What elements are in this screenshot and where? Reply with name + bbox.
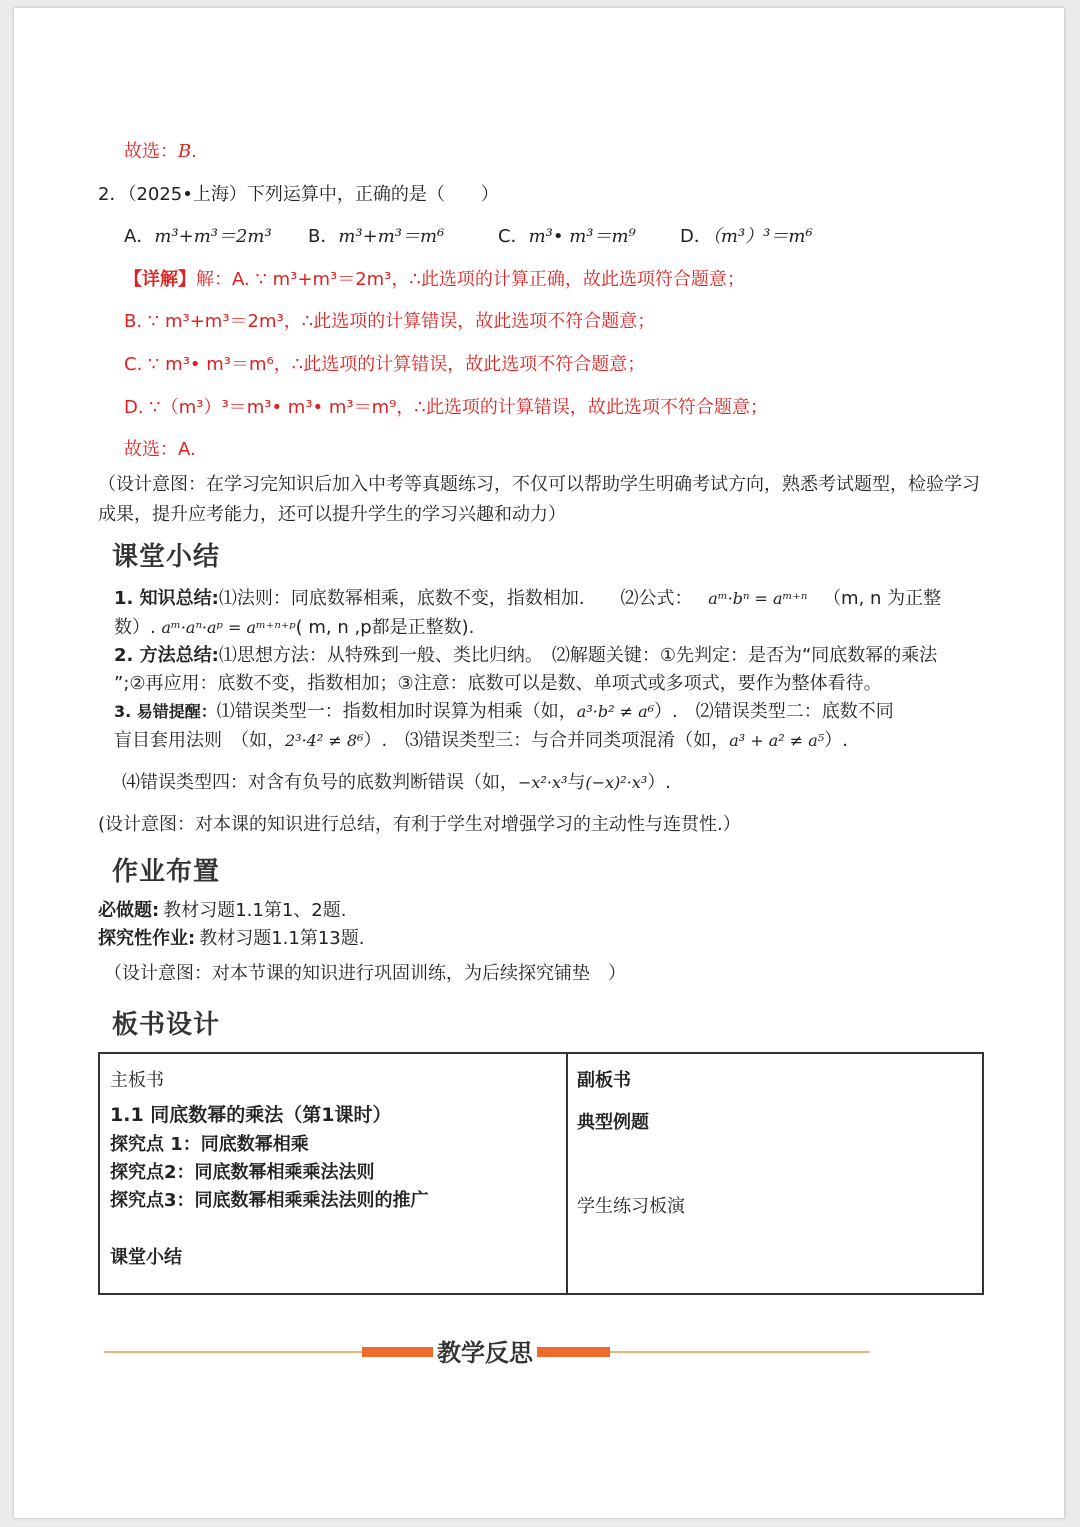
q2-explain-line-1 xyxy=(124,268,745,292)
sub-board-practice: 学生练习板演 xyxy=(577,1196,685,1217)
error-formula-3: a³ + a² ≠ a⁵ xyxy=(729,731,825,750)
main-board-point-1: 探究点 1：同底数幂相乘 xyxy=(110,1134,309,1155)
error-line-2 xyxy=(114,729,848,753)
error-line-3 xyxy=(122,771,671,795)
error-text-5: ）. xyxy=(824,730,848,751)
q2-option-b xyxy=(308,225,444,249)
option-b-expr: m³+m³＝m⁶ xyxy=(338,226,445,247)
option-a-label: A． xyxy=(124,226,155,247)
knowledge-text-3: 数）. xyxy=(114,617,156,638)
knowledge-formula-1: aᵐ·bⁿ = aᵐ⁺ⁿ xyxy=(708,589,808,608)
main-board-summary: 课堂小结 xyxy=(110,1247,182,1268)
q2-option-a xyxy=(124,225,272,249)
required-label: 必做题: xyxy=(98,900,160,921)
sub-board-example: 典型例题 xyxy=(577,1112,649,1133)
error-text-3: 盲目套用法则 （如， xyxy=(114,730,285,751)
explore-label: 探究性作业: xyxy=(98,928,196,949)
homework-design-note: （设计意图：对本节课的知识进行巩固训练，为后续探究铺垫 ） xyxy=(104,963,626,984)
knowledge-line-2 xyxy=(114,616,474,640)
summary-section-title: 课堂小结 xyxy=(108,536,224,573)
q2-stem: 2．（2025•上海）下列运算中，正确的是（ ） xyxy=(98,184,499,205)
knowledge-label: 1. 知识总结: xyxy=(114,588,219,609)
method-line-1 xyxy=(114,644,937,668)
sub-board-header: 副板书 xyxy=(577,1070,631,1091)
knowledge-text-1: ⑴法则：同底数幂相乘，底数不变，指数相加. ⑵公式： xyxy=(218,588,693,609)
summary-design-note: (设计意图：对本课的知识进行总结，有利于学生对增强学习的主动性与连贯性.） xyxy=(98,814,741,835)
error-formula-1: a³·b² ≠ a⁶ xyxy=(576,702,655,721)
error-text-2: ）. ⑵错误类型二：底数不同 xyxy=(654,701,894,722)
board-column-divider xyxy=(566,1054,568,1293)
option-d-expr: （m³）³＝m⁶ xyxy=(711,226,813,247)
explain-tag: 【详解】 xyxy=(124,269,196,290)
error-text-8: ）. xyxy=(647,772,671,793)
board-table xyxy=(98,1052,984,1295)
error-text-1: ⑴错误类型一：指数相加时误算为相乘（如， xyxy=(216,701,577,722)
error-text-6: ⑷错误类型四：对含有负号的底数判断错误（如， xyxy=(122,772,518,793)
q2-answer: 故选：A. xyxy=(124,439,196,460)
knowledge-formula-2: aᵐ·aⁿ·aᵖ = aᵐ⁺ⁿ⁺ᵖ xyxy=(161,618,296,637)
q2-option-c xyxy=(498,225,636,249)
q2-option-d xyxy=(680,225,813,249)
q1-answer xyxy=(124,140,197,164)
error-formula-4: −x²·x³ xyxy=(518,773,568,792)
method-label: 2. 方法总结: xyxy=(114,645,219,666)
option-d-label: D． xyxy=(680,226,712,247)
explore-text: 教材习题1.1第13题. xyxy=(199,928,365,949)
knowledge-line-1 xyxy=(114,587,941,611)
option-b-label: B． xyxy=(308,226,339,247)
error-formula-2: 2³·4² ≠ 8⁶ xyxy=(285,731,364,750)
main-board-title: 1.1 同底数幂的乘法（第1课时） xyxy=(110,1104,392,1126)
error-text-7: 与 xyxy=(567,772,586,793)
method-line-2: ”;②再应用：底数不变，指数相加；③注意：底数可以是数、单项式或多项式，要作为整体看待。 xyxy=(114,673,882,694)
main-board-point-3: 探究点3：同底数幂相乘乘法法则的推广 xyxy=(110,1190,429,1211)
q1-answer-label: 故选： xyxy=(124,141,178,162)
q1-answer-value: B. xyxy=(178,141,197,162)
explain-text-1: 解：A. ∵ m³+m³＝2m³，∴此选项的计算正确，故此选项符合题意； xyxy=(196,269,745,290)
homework-explore xyxy=(98,927,364,951)
error-line-1 xyxy=(114,700,894,724)
error-text-4: ）. ⑶错误类型三：与合并同类项混淆（如， xyxy=(363,730,730,751)
knowledge-text-2: （m, n 为正整 xyxy=(823,588,942,609)
knowledge-text-4: ( m, n ,p都是正整数). xyxy=(295,617,475,638)
option-c-label: C． xyxy=(498,226,529,247)
q2-design-note: （设计意图：在学习完知识后加入中考等真题练习，不仅可以帮助学生明确考试方向，熟悉考试题型，检验学习成果，提升应考能力，还可以提升学生的学习兴趣和动力） xyxy=(98,474,980,525)
option-c-expr: m³• m³＝m⁹ xyxy=(528,226,636,247)
homework-required xyxy=(98,899,346,923)
method-text-1: ⑴思想方法：从特殊到一般、类比归纳。 ⑵解题关键：①先判定：是否为“同底数幂的乘法 xyxy=(218,645,938,666)
q2-explain-line-3: C. ∵ m³• m³＝m⁶，∴此选项的计算错误，故此选项不符合题意； xyxy=(124,354,646,375)
main-board-point-2: 探究点2：同底数幂相乘乘法法则 xyxy=(110,1162,375,1183)
required-text: 教材习题1.1第1、2题. xyxy=(163,900,347,921)
reflection-title: 教学反思 xyxy=(433,1333,537,1368)
q2-explain-line-2: B. ∵ m³+m³＝2m³，∴此选项的计算错误，故此选项不符合题意； xyxy=(124,311,656,332)
option-a-expr: m³+m³＝2m³ xyxy=(154,226,272,247)
board-section-title: 板书设计 xyxy=(108,1004,224,1041)
main-board-header: 主板书 xyxy=(110,1070,164,1091)
error-formula-5: (−x)²·x³ xyxy=(585,773,648,792)
error-label: 3. 易错提醒： xyxy=(114,702,217,721)
q2-explain-line-4: D. ∵（m³）³＝m³• m³• m³＝m⁹，∴此选项的计算错误，故此选项不符合题意； xyxy=(124,397,768,418)
homework-section-title: 作业布置 xyxy=(108,851,224,888)
